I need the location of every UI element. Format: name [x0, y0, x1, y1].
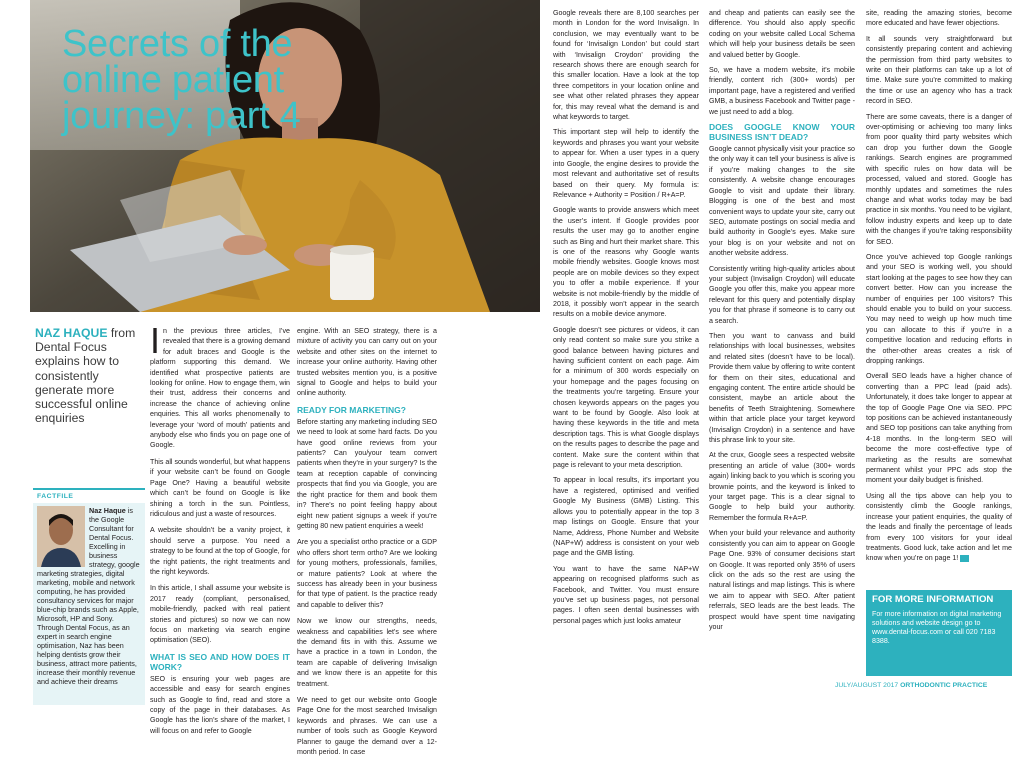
paragraph: Google wants to provide answers which meet the user’s intent. If Google provides poor results the user may go to another engine such as Bing and hurt their market share. This is one of the reasons why Google wants mobile friendly websites. Google knows most people are on mobile devices so they expect you to offer a mobile experience. If your website is not mobile-friendly by the middle of 2018, it possibly won’t appear in the search results on a mobile device anymore. — [553, 206, 699, 319]
paragraph: n the previous three articles, I’ve revealed that there is a growing demand for adult braces and Google is the platform supporting this demand. We identified what prospective patients are looking for online. How to engage them, win their trust, address their concerns and increase the chance of achieving online enquiries. This all works phenomenally to leverage your ‘word of mouth’ patients and anybody else who finds you on page one of Google. — [150, 327, 290, 450]
magazine-name: ORTHODONTIC PRACTICE — [900, 682, 988, 689]
paragraph: This important step will help to identify the keywords and phrases you want your website to appear for. When a user types in a query into Google, the engine desires to provide the most relevant and authoritative set of results based on their query. My formula is: Relevance + Authority = Position / R+A=P. — [553, 128, 699, 199]
paragraph: This all sounds wonderful, but what happens if your website can’t be found on Google Page One? Having a beautiful website which can’t be found on Google is like shining a torch in the sun. Pointless, ridiculous and just a waste of resources. — [150, 457, 290, 518]
paragraph: At the crux, Google sees a respected website presenting an article of value (300+ words again) linking back to you which is scoring you brownie points, and the keyword is linked to your target page. This is a clear signal to Google to help build your authority. Remember the formula R+A=P. — [709, 451, 855, 522]
paragraph: We need to get our website onto Google Page One for the most searched Invisalign keywords and phrases. We can use a number of tools such as Google Keyword Planner to gauge the demand over a 12-month period. In case — [297, 696, 437, 757]
standfirst — [35, 326, 145, 425]
standfirst-text: from Dental Focus explains how to consistently generate more successful online enquiries — [35, 326, 136, 426]
factfile-bio-bottom: marketing strategies, digital marketing, mobile and network computing, he has provided consultancy services for major blue-chip brands such as Apple, Microsoft, HP and Sony. Through Dental Focus, as an expert in search engine optimisation, Naz has been helping dentists grow their business, attract more patients, increase their monthly revenue and achieve their dreams — [37, 569, 139, 686]
more-info-title: FOR MORE INFORMATION — [872, 594, 994, 605]
paragraph: Google cannot physically visit your practice so the only way it can tell your business is alive is if you’re making changes to the site consistently. A website change encourages Google to visit and update their library. Blogging is one of the best and most convenient ways to update your site, carry out SEO, automate postings on social media and build authority in Google’s eyes. Make sure your blog is on your website and not on another website address. — [709, 145, 855, 258]
paragraph: So, we have a modern website, it’s mobile friendly, content rich (300+ words) per important page, have a registered and verified GMB, a business Facebook and Twitter page - we just need to add a blog. — [709, 66, 855, 116]
factfile-box — [33, 488, 145, 705]
paragraph: When your build your relevance and authority consistently you can aim to appear on Google Page One. 93% of consumer decisions start on Google. It was reported only 35% of users click on the ads so the rest are using the natural listings and map listings. This is where we aim to appear with SEO. After patient referrals, SEO leads are the best leads. The prospect would have spent time navigating your — [709, 529, 855, 631]
paragraph: There are some caveats, there is a danger of over-optimising or achieving too many links from poor quality third party websites which can drop you further down the Google rankings. Search engines are programmed with specific rules on how data will be processed, valued and stored. Google has monthly updates and sometimes the rules change and what works today may be bad practice in six months. You need to be vigilant, follow industry experts and keep up to date with the changes if you’re taking responsibility for SEO. — [866, 112, 1012, 246]
more-info-text: For more information on digital marketing solutions and website design go to www.dental-focus.com or call 020 7183 8388. — [872, 609, 1002, 645]
paragraph: Are you a specialist ortho practice or a GDP who offers short term ortho? Are we looking for young mothers, professionals, families, or mature patients? Look at where the success has already been in your business for that type of patient. Is the practice ready and capable to deliver this? — [297, 538, 437, 609]
article-column-3 — [553, 8, 699, 631]
paragraph: SEO is ensuring your web pages are accessible and easy for search engines such as Google to find, read and store a copy of the page in their databases. As Google has the lion’s share of the market, I will focus on and refer to Google — [150, 674, 290, 735]
factfile-name: Naz Haque — [89, 506, 126, 515]
issue-date: JULY/AUGUST 2017 — [835, 682, 899, 689]
subheading: WHAT IS SEO AND HOW DOES IT WORK? — [150, 651, 290, 672]
paragraph: Now we know our strengths, needs, weakness and capabilities let’s see where the demand fits in with this. Assume we have a practice in a town in London, the team are capable of delivering Invisalign and we know there is an appetite for this treatment. — [297, 617, 437, 688]
drop-cap: I — [150, 320, 161, 361]
article-column-5 — [866, 8, 1012, 569]
more-info-box — [866, 590, 1012, 676]
paragraph: Google reveals there are 8,100 searches per month in London for the word Invisalign. In conclusion, we may eventually want to be found for ‘Invisalign London’ but could start with ‘Invisalign Croydon’ providing the research shows there are enough search for this smaller location. Have a look at the top three competitors in your location online and see what other related phrases they appear for, this may reveal what the demand is and what keywords to target. — [553, 9, 699, 122]
paragraph: Before starting any marketing including SEO we need to look at some hard facts. Do you have good online reviews from your patients? Can you/your team convert patients when they’re in your surgery? Is the team at reception capable of convincing prospects that find you via Google, you are the right practice for them and book them in? There’s no point feeling happy about eight new patient signups a week if you’re getting 80 new patient enquiries a week! — [297, 417, 437, 530]
article-column-4 — [709, 8, 855, 637]
paragraph: Google doesn’t see pictures or videos, it can only read content so make sure you strike a good balance between having pictures and having sufficient content on each page. Aim for a minimum of 300 words especially on your homepage and the pages focusing on the treatments you’re targeting. Ensure your chosen keywords appears on the pages you want to be found by Google. Also look at having these keywords in the title and meta description tags. This is what Google displays on the results pages to describe the page and content. Make sure the content within that page is relevant to your meta description. — [553, 325, 699, 470]
end-mark-icon — [960, 555, 969, 562]
author-name: NAZ HAQUE — [35, 326, 108, 340]
paragraph: In this article, I shall assume your website is 2017 ready (compliant, personalised, mobile-friendly, packed with real patient stories and pictures) so now we can now focus on marketing via search engine optimisation (SEO). — [150, 584, 290, 645]
paragraph: Overall SEO leads have a higher chance of converting than a PPC lead (paid ads). Unfortunately, it does take longer to appear at the top of Google Page One via SEO. PPC top positions can be achieved instantaneously and SEO top positions can take anything from 4-18 months. In the long-term SEO will become the more cost-effective type of marketing as the results are somewhat permanent whilst your PPC ads stop the moment your daily budget is finished. — [866, 372, 1012, 485]
factfile-label: FACTFILE — [33, 490, 145, 503]
paragraph: Then you want to canvass and build relationships with local businesses, websites and related sites (doesn’t have to be local). Provide them value by offering to write content for them on their sites, educational and engaging content. The entire article should be consistent, maybe an article about the benefits of Teeth Straightening. Somewhere within that article place your target keyword (Invisalign Croydon) in a sentence and have this phrase link to your site. — [709, 331, 855, 445]
paragraph: You want to have the same NAP+W appearing on recognised platforms such as Facebook, and Twitter. You must ensure you’ve set up business pages, not personal pages. I often seen dental businesses with personal pages which just looks amateur — [553, 564, 699, 625]
author-photo — [37, 506, 85, 567]
paragraph: Consistently writing high-quality articles about your subject (Invisalign Croydon) will educate Google you offer this, make you appear more relevant for this query and potentially display you for that phrase if someone is to carry out a search. — [709, 264, 855, 325]
article-column-1 — [150, 320, 290, 742]
subheading: READY FOR MARKETING? — [297, 404, 406, 415]
hero-photo — [30, 0, 540, 312]
page-footer — [835, 682, 987, 689]
factfile-bio-top: is the Google Consultant for Dental Focus. Excelling in business strategy, google — [89, 506, 140, 569]
subheading: DOES GOOGLE KNOW YOUR BUSINESS ISN’T DEAD? — [709, 122, 855, 143]
paragraph: A website shouldn’t be a vanity project, it should serve a purpose. You need a strategy to be found at the top of Google, for the right patients, the right treatments and the right keywords. — [150, 526, 290, 576]
article-column-2 — [297, 326, 437, 763]
paragraph: It all sounds very straightforward but consistently preparing content and achieving the permission from third party websites to write on their platforms can take up a lot of time. Make sure you’re committed to making the time or use an agency who has a track record in SEO. — [866, 34, 1012, 106]
paragraph: engine. With an SEO strategy, there is a mixture of activity you can carry out on your website and other sites on the internet to increase your online authority. Having other trusted websites mention you, is a positive signal to Google and helps to build your online authority. — [297, 327, 437, 398]
paragraph: Once you’ve achieved top Google rankings and your SEO is working well, you should start looking at the pages to see how they can convert better. How can you increase the number of enquiries per 100 visitors? This should enable you to build on your success. You may need to weigh up how much time you can allocate to this if you’re in a competitive location and reducing efforts in the other-other areas creates a risk of dropping rankings. — [866, 252, 1012, 365]
paragraph: To appear in local results, it’s important you have a registered, optimised and verified Google My Business (GMB) Listing. This allows you to potentially appear in the top 3 map listings on Google. Ensure that your Name, Address, Phone Number and Website (NAP+W) address is consistent on your web page and the GMB listing. — [553, 476, 699, 558]
paragraph: and cheap and patients can easily see the difference. You should also apply specific coding on your website called Local Schema which will help your business details be seen and valued better by Google. — [709, 9, 855, 59]
paragraph: Using all the tips above can help you to consistently climb the Google rankings, increase your patient enquiries, the quality of the leads and finally the percentage of leads from every 100 visitors for your ideal treatments. Good luck, take action and let me know when you’re on page 1! — [866, 491, 1012, 563]
paragraph: site, reading the amazing stories, become more educated and have fewer objections. — [866, 9, 1012, 28]
article-title: Secrets of the online patient journey: part 4 — [62, 23, 301, 137]
